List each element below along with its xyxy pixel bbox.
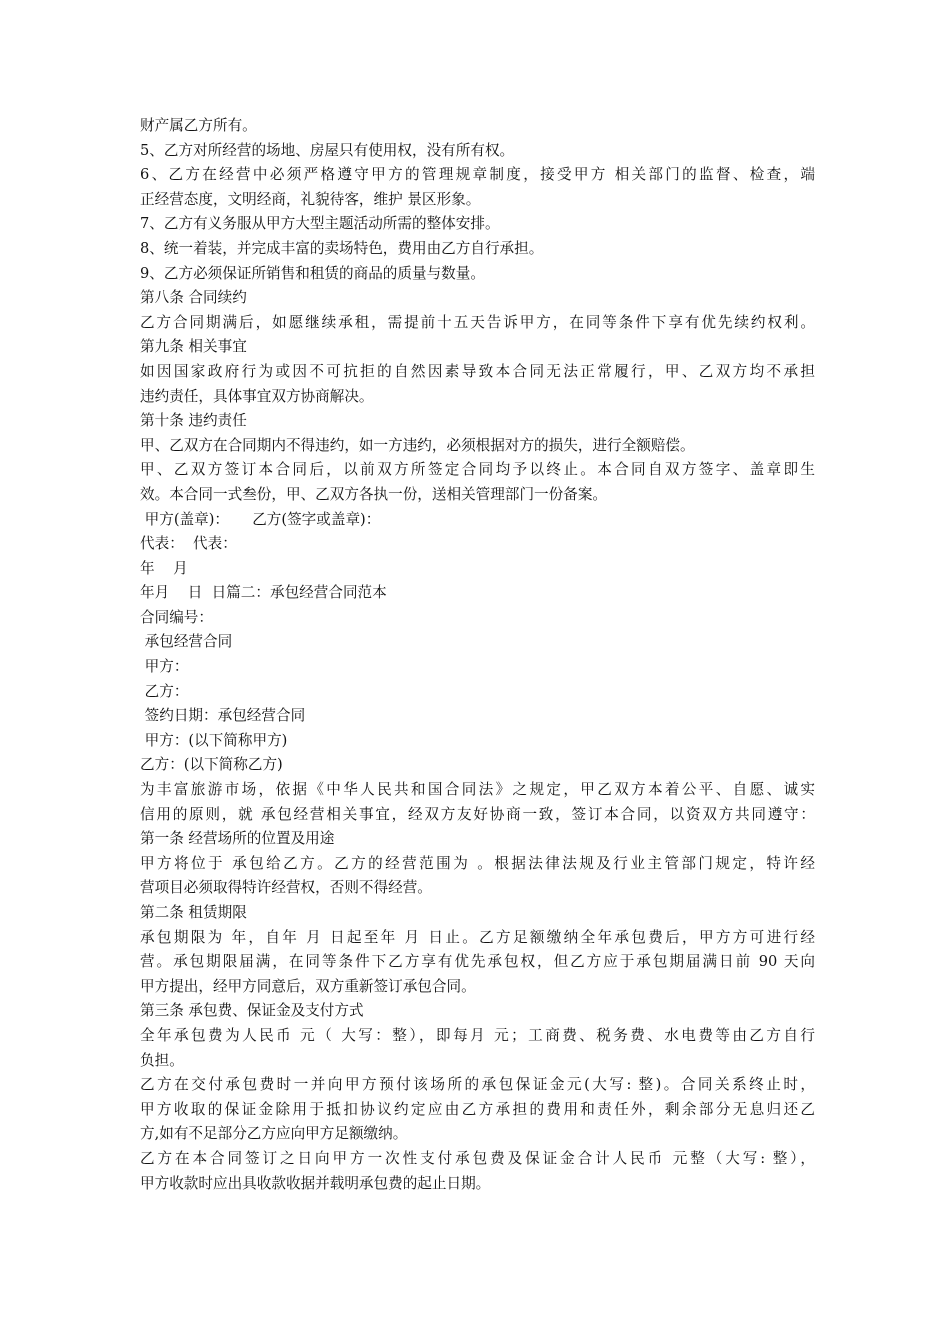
text-line: 甲、乙双方在合同期内不得违约，如一方违约，必须根据对方的损失，进行全额赔偿。 bbox=[140, 436, 695, 454]
text-line: 承包期限为 年，自年 月 日起至年 月 日止。乙方足额缴纳全年承包费后，甲方方可进行经 bbox=[140, 928, 815, 946]
text-line: 乙方在本合同签订之日向甲方一次性支付承包费及保证金合计人民币 元整（大写: 整）， bbox=[140, 1149, 815, 1167]
text-line: 违约责任，具体事宜双方协商解决。 bbox=[140, 387, 374, 405]
text-line: 6、乙方在经营中必须严格遵守甲方的管理规章制度，接受甲方 相关部门的监督、检查，端 bbox=[140, 166, 815, 184]
text-line: 5、乙方对所经营的场地、房屋只有使用权，没有所有权。 bbox=[140, 141, 515, 159]
text-line: 为丰富旅游市场，依据《中华人民共和国合同法》之规定，甲乙双方本着公平、自愿、诚实 bbox=[140, 781, 815, 799]
contract-title: 承包经营合同 bbox=[140, 633, 233, 651]
text-line: 甲方收取的保证金除用于抵扣协议约定应由乙方承担的费用和责任外，剩余部分无息归还乙 bbox=[140, 1100, 815, 1118]
party-b-line: 乙方： bbox=[140, 682, 189, 700]
section-heading: 第十条 违约责任 bbox=[140, 412, 247, 430]
text-line: 8、统一着装，并完成丰富的卖场特色，费用由乙方自行承担。 bbox=[140, 239, 544, 257]
text-line: 正经营态度，文明经商，礼貌待客，维护 景区形象。 bbox=[140, 190, 481, 208]
document-page bbox=[140, 114, 815, 1196]
text-line: 年月 日 日篇二：承包经营合同范本 bbox=[140, 584, 387, 602]
section-heading: 第九条 相关事宜 bbox=[140, 338, 247, 356]
text-line: 9、乙方必须保证所销售和租赁的商品的质量与数量。 bbox=[140, 264, 485, 282]
text-line: 如因国家政府行为或因不可抗拒的自然因素导致本合同无法正常履行，甲、乙双方均不承担 bbox=[140, 362, 815, 380]
text-line: 甲方将位于 承包给乙方。乙方的经营范围为 。根据法律法规及行业主管部门规定，特许经 bbox=[140, 854, 815, 872]
party-b-definition: 乙方：(以下简称乙方) bbox=[140, 756, 283, 774]
party-a-definition: 甲方：(以下简称甲方) bbox=[140, 731, 288, 749]
section-heading: 第二条 租赁期限 bbox=[140, 904, 247, 921]
party-a-line: 甲方： bbox=[140, 658, 189, 676]
signature-line: 甲方(盖章)： 乙方(签字或盖章)： bbox=[140, 510, 381, 528]
text-line: 营项目必须取得特许经营权，否则不得经营。 bbox=[140, 879, 432, 897]
text-line: 方,如有不足部分乙方应向甲方足额缴纳。 bbox=[140, 1125, 408, 1143]
contract-number: 合同编号： bbox=[140, 608, 213, 626]
text-line: 营。承包期限届满，在同等条件下乙方享有优先承包权，但乙方应于承包期届满日前 90 天向 bbox=[140, 953, 815, 971]
date-line: 年 月 bbox=[140, 559, 188, 577]
text-line: 甲方收款时应出具收款收据并载明承包费的起止日期。 bbox=[140, 1174, 491, 1192]
section-heading: 第一条 经营场所的位置及用途 bbox=[140, 830, 335, 848]
section-heading: 第八条 合同续约 bbox=[140, 289, 247, 307]
text-line: 乙方合同期满后，如愿继续承租，需提前十五天告诉甲方，在同等条件下享有优先续约权利。 bbox=[140, 313, 815, 331]
text-line: 甲、乙双方签订本合同后，以前双方所签定合同均予以终止。本合同自双方签字、盖章即生 bbox=[140, 461, 815, 479]
text-line: 乙方在交付承包费时一并向甲方预付该场所的承包保证金元(大写: 整)。合同关系终止时， bbox=[140, 1076, 815, 1094]
text-line: 负担。 bbox=[140, 1051, 184, 1069]
representative-line: 代表： 代表： bbox=[140, 535, 237, 553]
text-line: 财产属乙方所有。 bbox=[140, 117, 257, 134]
signing-date-line: 签约日期：承包经营合同 bbox=[140, 707, 306, 725]
section-heading: 第三条 承包费、保证金及支付方式 bbox=[140, 1002, 364, 1020]
text-line: 信用的原则，就 承包经营相关事宜，经双方友好协商一致，签订本合同，以资双方共同遵守： bbox=[140, 805, 815, 823]
text-line: 全年承包费为人民币 元（ 大写：整），即每月 元；工商费、税务费、水电费等由乙方自行 bbox=[140, 1026, 815, 1044]
text-line: 效。本合同一式叁份，甲、乙双方各执一份，送相关管理部门一份备案。 bbox=[140, 485, 608, 503]
text-line: 7、乙方有义务服从甲方大型主题活动所需的整体安排。 bbox=[140, 215, 500, 233]
text-line: 甲方提出，经甲方同意后，双方重新签订承包合同。 bbox=[140, 977, 476, 995]
